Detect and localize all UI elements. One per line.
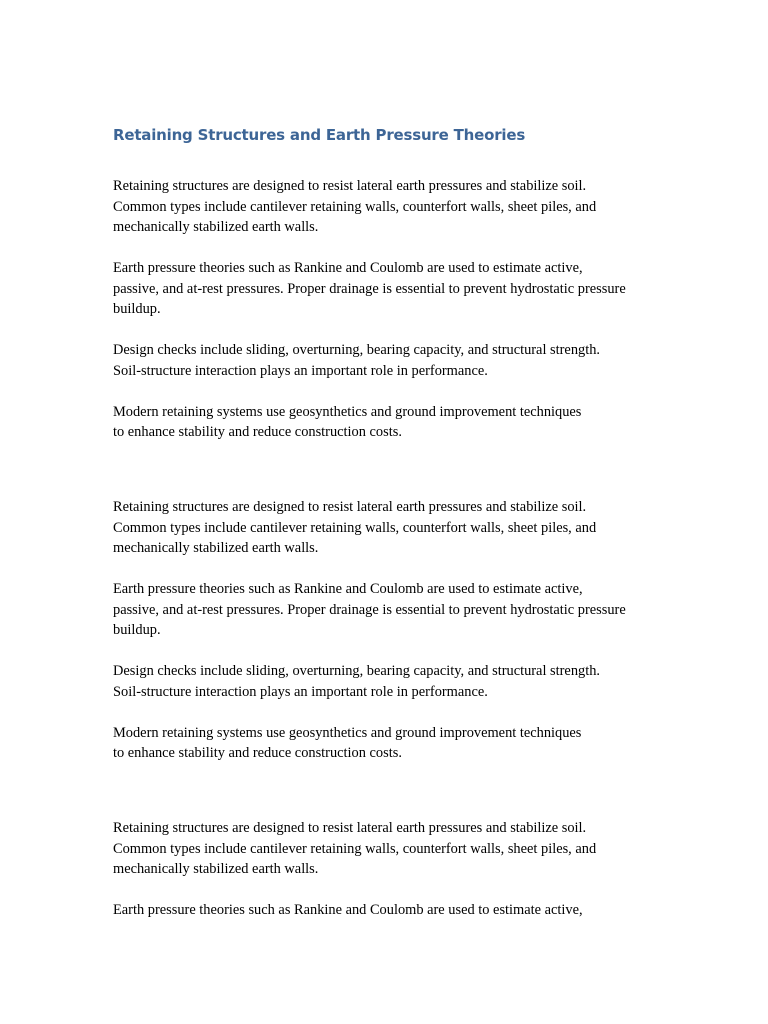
body-paragraph (113, 723, 673, 764)
document-title: Retaining Structures and Earth Pressure Theories (113, 126, 526, 144)
paragraph-line: Common types include cantilever retaining walls, counterfort walls, sheet piles, and (113, 840, 597, 857)
text-section (113, 176, 673, 443)
paragraph-line: to enhance stability and reduce construction costs. (113, 424, 402, 440)
section-spacer (113, 463, 673, 497)
document-page (113, 122, 673, 941)
paragraph-line: mechanically stabilized earth walls. (113, 219, 319, 235)
paragraph-line: passive, and at-rest pressures. Proper drainage is essential to prevent hydrostatic pressure (113, 280, 626, 297)
body-paragraph (113, 900, 673, 921)
paragraph-line: Modern retaining systems use geosynthetics and ground improvement techniques (113, 724, 582, 741)
body-paragraph (113, 176, 673, 238)
paragraph-line: Earth pressure theories such as Rankine and Coulomb are used to estimate active, (113, 581, 583, 597)
body-paragraph (113, 402, 673, 443)
paragraph-line: Soil-structure interaction plays an important role in performance. (113, 362, 488, 379)
text-section (113, 497, 673, 764)
paragraph-line: Earth pressure theories such as Rankine and Coulomb are used to estimate active, (113, 260, 583, 276)
paragraph-line: Modern retaining systems use geosynthetics and ground improvement techniques (113, 403, 582, 420)
body-paragraph (113, 340, 673, 381)
text-section (113, 818, 673, 921)
paragraph-line: buildup. (113, 301, 161, 317)
paragraph-line: Design checks include sliding, overturning, bearing capacity, and structural strength. (113, 342, 601, 358)
paragraph-line: buildup. (113, 622, 161, 638)
paragraph-line: Retaining structures are designed to resist lateral earth pressures and stabilize soil. (113, 178, 587, 194)
body-paragraph (113, 661, 673, 702)
paragraph-line: mechanically stabilized earth walls. (113, 861, 319, 877)
section-spacer (113, 784, 673, 818)
body-paragraph (113, 579, 673, 641)
paragraph-line: Design checks include sliding, overturning, bearing capacity, and structural strength. (113, 663, 601, 679)
paragraph-line: to enhance stability and reduce construction costs. (113, 745, 402, 761)
paragraph-line: Retaining structures are designed to resist lateral earth pressures and stabilize soil. (113, 499, 587, 515)
document-body (113, 176, 673, 921)
body-paragraph (113, 818, 673, 880)
paragraph-line: mechanically stabilized earth walls. (113, 540, 319, 556)
paragraph-line: Soil-structure interaction plays an important role in performance. (113, 683, 488, 700)
body-paragraph (113, 258, 673, 320)
paragraph-line: Earth pressure theories such as Rankine and Coulomb are used to estimate active, (113, 902, 583, 918)
body-paragraph (113, 497, 673, 559)
paragraph-line: Retaining structures are designed to resist lateral earth pressures and stabilize soil. (113, 820, 587, 836)
paragraph-line: Common types include cantilever retaining walls, counterfort walls, sheet piles, and (113, 519, 597, 536)
paragraph-line: Common types include cantilever retaining walls, counterfort walls, sheet piles, and (113, 198, 597, 215)
paragraph-line: passive, and at-rest pressures. Proper drainage is essential to prevent hydrostatic pressure (113, 601, 626, 618)
